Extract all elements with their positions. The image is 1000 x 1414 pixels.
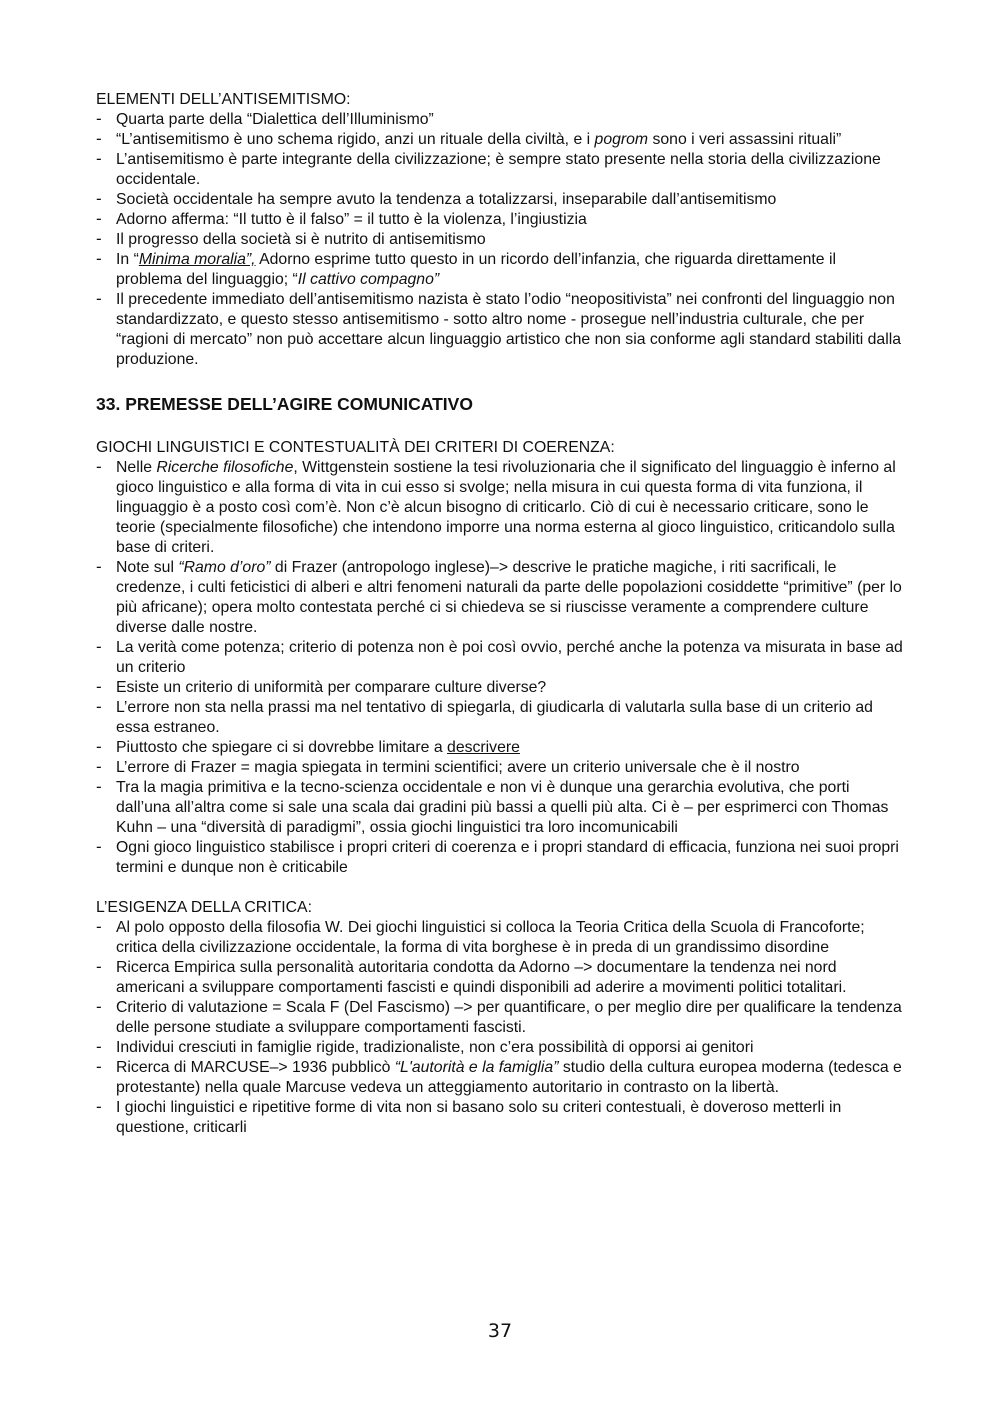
section-title-giochi-linguistici: GIOCHI LINGUISTICI E CONTESTUALITÀ DEI CRITERI DI COERENZA: bbox=[96, 439, 615, 456]
item-text: di Frazer (antropologo inglese)–> descrive le pratiche magiche, i riti sacrificali, le credenze, i culti feticistici di alberi e altri fenomeni naturali da parte delle popolazioni cosiddette “primitive” (per lo più africane); opera molto contestata perché ci si chiedeva se si riuscisse veramente a comprendere culture diverse dalle nostre. bbox=[116, 559, 902, 636]
item-text: Il progresso della società si è nutrito di antisemitismo bbox=[116, 231, 486, 248]
section-title-antisemitismo: ELEMENTI DELL’ANTISEMITISMO: bbox=[96, 91, 351, 108]
item-text: “L’antisemitismo è uno schema rigido, anzi un rituale della civiltà, e i bbox=[116, 131, 595, 148]
chapter-heading: 33. PREMESSE DELL’AGIRE COMUNICATIVO bbox=[96, 394, 473, 414]
list-item bbox=[96, 558, 906, 638]
list-item bbox=[96, 998, 906, 1038]
item-text: Il precedente immediato dell’antisemitismo nazista è stato l’odio “neopositivista” nei confronti del linguaggio non standardizzato, e questo stesso antisemitismo - sotto altro nome - prosegue nell’industria culturale, che per “ragioni di mercato” non può accettare alcun linguaggio artistico che non sia conforme agli standard stabiliti dalla produzione. bbox=[116, 291, 902, 368]
list-item bbox=[96, 230, 906, 250]
italic-title: Ricerche filosofiche bbox=[156, 459, 294, 476]
item-text: Società occidentale ha sempre avuto la tendenza a totalizzarsi, inseparabile dall’antisemitismo bbox=[116, 191, 777, 208]
item-text: Ricerca di MARCUSE–> 1936 pubblicò bbox=[116, 1059, 395, 1076]
item-text: Criterio di valutazione = Scala F (Del Fascismo) –> per quantificare, o per meglio dire per qualificare la tendenza delle persone studiate a sviluppare comportamenti fascisti. bbox=[116, 999, 902, 1036]
list-item bbox=[96, 918, 906, 958]
list-item bbox=[96, 838, 906, 878]
item-text: Piuttosto che spiegare ci si dovrebbe limitare a bbox=[116, 739, 448, 756]
item-text: Al polo opposto della filosofia W. Dei giochi linguistici si colloca la Teoria Critica della Scuola di Francoforte; critica della civilizzazione occidentale, la forma di vita borghese è in preda di un grandissimo disordine bbox=[116, 919, 865, 956]
list-item bbox=[96, 210, 906, 230]
bullet-list-esigenza-critica bbox=[96, 918, 906, 1138]
item-text: studio della cultura europea moderna (tedesca e protestante) nella quale Marcuse vedeva un atteggiamento autoritario in contrasto on la libertà. bbox=[116, 1059, 902, 1096]
list-item bbox=[96, 778, 906, 838]
item-text: Adorno afferma: “Il tutto è il falso” = il tutto è la violenza, l’ingiustizia bbox=[116, 211, 587, 228]
item-text: L’antisemitismo è parte integrante della civilizzazione; è sempre stato presente nella storia della civilizzazione occidentale. bbox=[116, 151, 881, 188]
list-item bbox=[96, 758, 906, 778]
list-item bbox=[96, 250, 906, 290]
list-item bbox=[96, 110, 906, 130]
item-text: Ogni gioco linguistico stabilisce i propri criteri di coerenza e i propri standard di efficacia, funziona nei suoi propri termini e dunque non è criticabile bbox=[116, 839, 899, 876]
list-item bbox=[96, 678, 906, 698]
list-item bbox=[96, 290, 906, 370]
list-item bbox=[96, 698, 906, 738]
italic-term: pogrom bbox=[594, 131, 649, 148]
bullet-list-giochi-linguistici bbox=[96, 458, 906, 878]
item-text: I giochi linguistici e ripetitive forme di vita non si basano solo su criteri contestuali, è doveroso metterli in questione, criticarli bbox=[116, 1099, 842, 1136]
document-page bbox=[96, 90, 906, 1138]
spacer bbox=[96, 878, 906, 898]
item-text: Individui cresciuti in famiglie rigide, tradizionaliste, non c’era possibilità di opporsi ai genitori bbox=[116, 1039, 754, 1056]
section-title-esigenza-critica: L’ESIGENZA DELLA CRITICA: bbox=[96, 899, 312, 916]
item-text: L’errore di Frazer = magia spiegata in termini scientifici; avere un criterio universale che è il nostro bbox=[116, 759, 800, 776]
list-item bbox=[96, 1038, 906, 1058]
list-item bbox=[96, 150, 906, 190]
list-item bbox=[96, 458, 906, 558]
italic-title: “L'autorità e la famiglia” bbox=[394, 1059, 559, 1076]
page-number: 37 bbox=[487, 1320, 513, 1342]
item-text: Nelle bbox=[116, 459, 157, 476]
item-text: Note sul bbox=[116, 559, 179, 576]
list-item bbox=[96, 130, 906, 150]
item-text: sono i veri assassini rituali” bbox=[648, 131, 842, 148]
item-text: La verità come potenza; criterio di potenza non è poi così ovvio, perché anche la potenza va misurata in base ad un criterio bbox=[116, 639, 903, 676]
bullet-list-antisemitismo bbox=[96, 110, 906, 370]
underlined-term: descrivere bbox=[447, 739, 520, 756]
item-text: , Wittgenstein sostiene la tesi rivoluzionaria che il significato del linguaggio è inferno al gioco linguistico e alla forma di vita in cui esso si svolge; nella misura in cui questa forma di vita funziona, il linguaggio è a posto così com’è. Non c’è alcun bisogno di criticarlo. Ciò di cui è necessario criticare, sono le teorie (specialmente filosofiche) che intendono imporre una norma esterna al gioco linguistico, criticandolo sulla base di criteri. bbox=[116, 459, 896, 556]
item-text: L’errore non sta nella prassi ma nel tentativo di spiegarla, di giudicarla di valutarla sulla base di un criterio ad essa estraneo. bbox=[116, 699, 873, 736]
italic-title: “Ramo d’oro” bbox=[178, 559, 271, 576]
list-item bbox=[96, 638, 906, 678]
list-item bbox=[96, 958, 906, 998]
list-item bbox=[96, 738, 906, 758]
item-text: Ricerca Empirica sulla personalità autoritaria condotta da Adorno –> documentare la tendenza nei nord americani a sviluppare comportamenti fascisti e quindi disponibili ad aderire a movimenti politici totalitari. bbox=[116, 959, 847, 996]
item-text: In “ bbox=[116, 251, 139, 268]
list-item bbox=[96, 1098, 906, 1138]
item-text: Esiste un criterio di uniformità per comparare culture diverse? bbox=[116, 679, 547, 696]
item-text: Adorno esprime tutto questo in un ricordo dell’infanzia, che riguarda direttamente il problema del linguaggio; “ bbox=[116, 251, 837, 288]
item-text: Tra la magia primitiva e la tecno-scienza occidentale e non vi è dunque una gerarchia evolutiva, che porti dall’una all’altra come si sale una scala dai gradini più bassi a quelli più alta. Ci è – per esprimerci con Thomas Kuhn – una “diversità di paradigmi”, ossia giochi linguistici tra loro incomunicabili bbox=[116, 779, 889, 836]
italic-underlined-title: Minima moralia”, bbox=[138, 251, 256, 268]
italic-title: Il cattivo compagno” bbox=[297, 271, 440, 288]
list-item bbox=[96, 1058, 906, 1098]
item-text: Quarta parte della “Dialettica dell’Illuminismo” bbox=[116, 111, 434, 128]
list-item bbox=[96, 190, 906, 210]
